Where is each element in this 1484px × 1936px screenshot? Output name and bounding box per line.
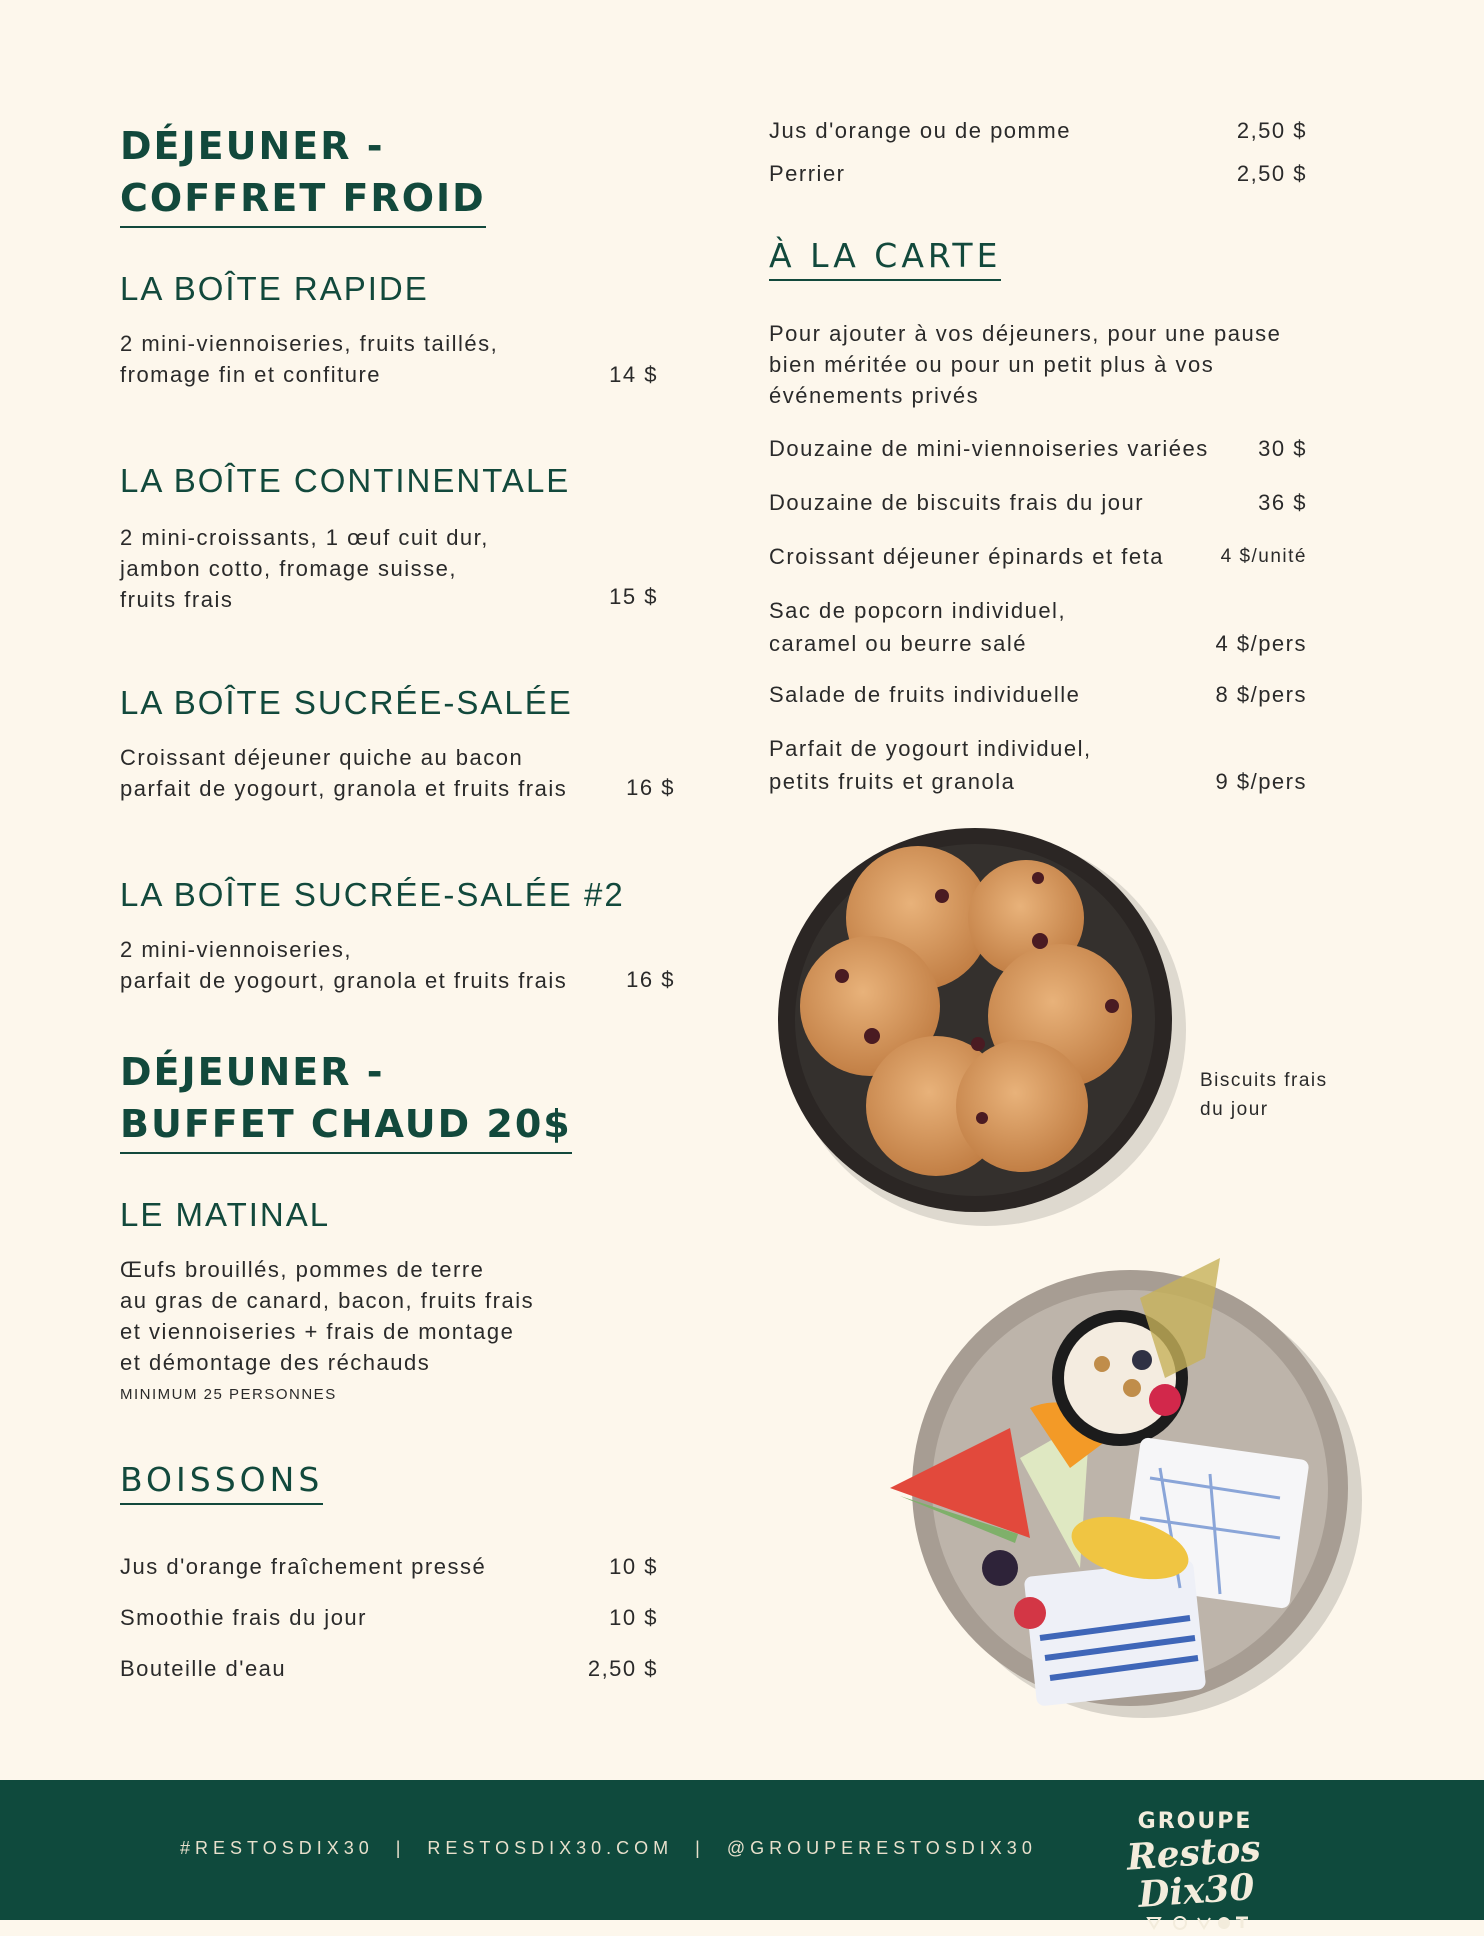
boisson-label: Jus d'orange fraîchement pressé	[120, 1554, 487, 1579]
image-caption	[1200, 1066, 1328, 1124]
logo-line2: Restos Dix30	[1125, 1827, 1262, 1916]
item-desc-boite-sucree-salee-2	[120, 934, 567, 996]
desc-line: parfait de yogourt, granola et fruits frais	[120, 776, 568, 801]
carte-price: 30 $	[1258, 436, 1307, 461]
footer-separator: |	[395, 1838, 406, 1858]
item-title-boite-sucree-salee: LA BOÎTE SUCRÉE-SALÉE	[120, 684, 573, 721]
item-desc-boite-continentale	[120, 522, 489, 615]
item-title-matinal: LE MATINAL	[120, 1196, 331, 1233]
carte-row-salade-fruits	[769, 682, 1307, 708]
drink-label: Perrier	[769, 161, 846, 186]
footer-separator: |	[695, 1838, 705, 1858]
item-price-boite-sucree-salee: 16 $	[626, 775, 675, 800]
carte-label: Douzaine de biscuits frais du jour	[769, 490, 1145, 515]
item-desc-boite-rapide	[120, 328, 498, 390]
footer	[0, 1780, 1484, 1920]
desc-line: parfait de yogourt, granola et fruits frais	[120, 968, 568, 993]
section-title-line2: COFFRET FROID	[120, 172, 486, 228]
drink-price: 2,50 $	[1236, 161, 1307, 186]
carte-row-popcorn	[769, 594, 1307, 660]
footer-link-website[interactable]: RESTOSDIX30.COM	[427, 1838, 674, 1858]
boisson-row-smoothie	[120, 1605, 658, 1631]
boisson-row-jus	[120, 1554, 658, 1580]
carte-label: Salade de fruits individuelle	[769, 682, 1081, 707]
desc-line: fruits frais	[120, 587, 234, 612]
carte-row-viennoiseries	[769, 436, 1307, 462]
section-title-line1: DÉJEUNER -	[120, 1050, 385, 1094]
desc-line: 2 mini-croissants, 1 œuf cuit dur,	[120, 525, 489, 550]
intro-line: Pour ajouter à vos déjeuners, pour une pause	[769, 321, 1282, 346]
desc-line: jambon cotto, fromage suisse,	[120, 556, 457, 581]
carte-label: Parfait de yogourt individuel,	[769, 736, 1092, 761]
caption-line: Biscuits frais	[1200, 1070, 1328, 1091]
footer-links	[180, 1838, 1037, 1859]
desc-line: et démontage des réchauds	[120, 1350, 431, 1375]
desc-line: Œufs brouillés, pommes de terre	[120, 1257, 485, 1282]
item-title-boite-sucree-salee-2: LA BOÎTE SUCRÉE-SALÉE #2	[120, 876, 625, 913]
boisson-price: 10 $	[609, 1605, 658, 1630]
carte-label: petits fruits et granola	[769, 769, 1016, 794]
carte-price: 36 $	[1258, 490, 1307, 515]
carte-price: 9 $/pers	[1215, 769, 1307, 794]
logo-emblem-icon	[1140, 1914, 1250, 1932]
item-price-boite-sucree-salee-2: 16 $	[626, 967, 675, 992]
carte-label: Sac de popcorn individuel,	[769, 598, 1067, 623]
section-title-line2: BUFFET CHAUD 20$	[120, 1098, 572, 1154]
boisson-label: Smoothie frais du jour	[120, 1605, 367, 1630]
item-desc-boite-sucree-salee	[120, 742, 567, 804]
carte-label: Douzaine de mini-viennoiseries variées	[769, 436, 1209, 461]
intro-line: bien méritée ou pour un petit plus à vos	[769, 352, 1215, 377]
section-title-line1: DÉJEUNER -	[120, 124, 385, 168]
boisson-price: 10 $	[609, 1554, 658, 1579]
drink-row-jus-orange-pomme	[769, 118, 1307, 144]
section-title-boissons: BOISSONS	[120, 1460, 323, 1505]
cookies-plate-image	[760, 816, 1200, 1236]
carte-label: Croissant déjeuner épinards et feta	[769, 544, 1164, 569]
section-title-a-la-carte: À LA CARTE	[769, 236, 1001, 281]
desc-line: 2 mini-viennoiseries,	[120, 937, 353, 962]
minimum-note: MINIMUM 25 PERSONNES	[120, 1386, 337, 1403]
a-la-carte-intro	[769, 318, 1281, 411]
item-title-boite-continentale: LA BOÎTE CONTINENTALE	[120, 462, 571, 499]
caption-line: du jour	[1200, 1099, 1269, 1120]
drink-label: Jus d'orange ou de pomme	[769, 118, 1071, 143]
footer-link-social[interactable]: @GROUPERESTOSDIX30	[726, 1838, 1037, 1858]
logo-line1: GROUPE	[1137, 1809, 1253, 1834]
desc-line: Croissant déjeuner quiche au bacon	[120, 745, 524, 770]
boisson-label: Bouteille d'eau	[120, 1656, 287, 1681]
fruit-plate-image	[880, 1238, 1380, 1738]
carte-label: caramel ou beurre salé	[769, 631, 1028, 656]
item-desc-matinal	[120, 1254, 534, 1378]
item-title-boite-rapide: LA BOÎTE RAPIDE	[120, 270, 429, 307]
item-price-boite-rapide: 14 $	[609, 362, 658, 387]
brand-logo	[1090, 1810, 1300, 1936]
footer-link-hashtag[interactable]: #RESTOSDIX30	[180, 1838, 374, 1858]
boisson-row-eau	[120, 1656, 658, 1682]
desc-line: et viennoiseries + frais de montage	[120, 1319, 515, 1344]
section-title-buffet-chaud	[120, 1046, 572, 1154]
drink-price: 2,50 $	[1236, 118, 1307, 143]
carte-price: 8 $/pers	[1215, 682, 1307, 707]
desc-line: 2 mini-viennoiseries, fruits taillés,	[120, 331, 499, 356]
section-title-coffret-froid	[120, 120, 486, 228]
item-price-boite-continentale: 15 $	[609, 584, 658, 609]
drink-row-perrier	[769, 161, 1307, 187]
carte-row-croissant	[769, 544, 1307, 570]
desc-line: au gras de canard, bacon, fruits frais	[120, 1288, 535, 1313]
boisson-price: 2,50 $	[587, 1656, 658, 1681]
carte-price: 4 $/unité	[1220, 546, 1307, 567]
desc-line: fromage fin et confiture	[120, 362, 382, 387]
carte-row-biscuits	[769, 490, 1307, 516]
intro-line: événements privés	[769, 383, 980, 408]
carte-price: 4 $/pers	[1215, 631, 1307, 656]
carte-row-parfait	[769, 732, 1307, 798]
